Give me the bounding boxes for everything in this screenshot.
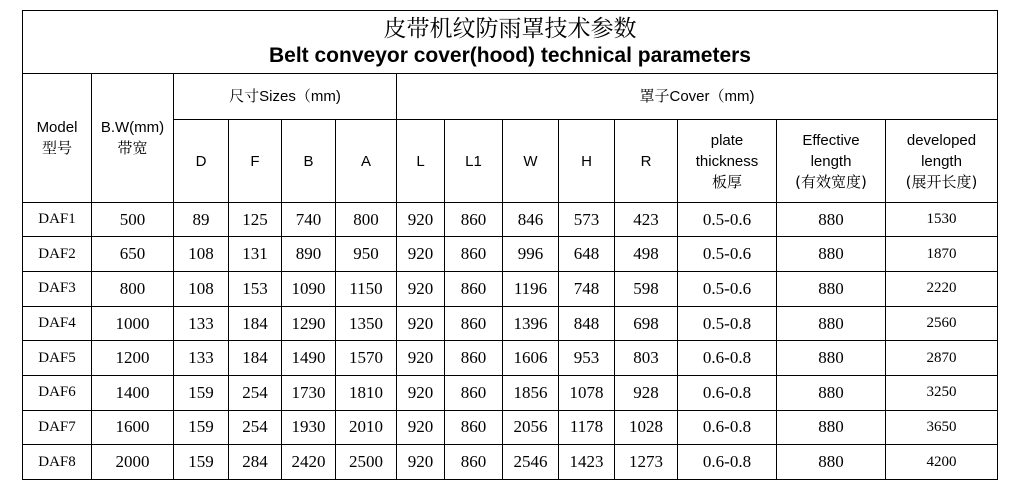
cell-f: 254	[229, 410, 282, 445]
cell-a: 950	[336, 237, 397, 272]
header-a: A	[336, 120, 397, 202]
cell-l1: 860	[445, 306, 503, 341]
cell-d: 159	[174, 376, 229, 411]
cell-b: 1930	[282, 410, 336, 445]
cell-plate-thickness: 0.6-0.8	[678, 341, 777, 376]
cell-model: DAF7	[23, 410, 92, 445]
table-body	[23, 202, 998, 479]
cell-b: 890	[282, 237, 336, 272]
header-l: L	[397, 120, 445, 202]
cell-b: 1290	[282, 306, 336, 341]
cell-r: 928	[615, 376, 678, 411]
cell-r: 803	[615, 341, 678, 376]
cell-w: 1606	[503, 341, 559, 376]
cell-d: 108	[174, 237, 229, 272]
cell-d: 108	[174, 272, 229, 307]
table-row	[23, 410, 998, 445]
cell-developed-length: 3250	[886, 376, 998, 411]
cell-h: 953	[559, 341, 615, 376]
header-w: W	[503, 120, 559, 202]
header-cover-group: 罩子Cover（mm)	[397, 74, 998, 120]
header-h: H	[559, 120, 615, 202]
table-title	[23, 11, 998, 74]
cell-h: 573	[559, 202, 615, 237]
cell-d: 89	[174, 202, 229, 237]
cell-a: 800	[336, 202, 397, 237]
cell-belt-width: 1000	[92, 306, 174, 341]
cell-w: 846	[503, 202, 559, 237]
cell-belt-width: 800	[92, 272, 174, 307]
cell-plate-thickness: 0.6-0.8	[678, 410, 777, 445]
header-b: B	[282, 120, 336, 202]
cell-h: 1178	[559, 410, 615, 445]
cell-r: 498	[615, 237, 678, 272]
cell-developed-length: 2220	[886, 272, 998, 307]
cell-model: DAF4	[23, 306, 92, 341]
title-chinese: 皮带机纹防雨罩技术参数	[383, 16, 637, 43]
cell-developed-length: 2560	[886, 306, 998, 341]
cell-a: 2500	[336, 445, 397, 480]
cell-model: DAF2	[23, 237, 92, 272]
cell-plate-thickness: 0.6-0.8	[678, 376, 777, 411]
cell-f: 153	[229, 272, 282, 307]
cell-l1: 860	[445, 272, 503, 307]
cell-d: 159	[174, 410, 229, 445]
cell-model: DAF8	[23, 445, 92, 480]
cell-r: 698	[615, 306, 678, 341]
cell-belt-width: 1600	[92, 410, 174, 445]
cell-effective-length: 880	[777, 376, 886, 411]
cell-l1: 860	[445, 376, 503, 411]
cell-f: 184	[229, 341, 282, 376]
cell-effective-length: 880	[777, 272, 886, 307]
cell-belt-width: 1200	[92, 341, 174, 376]
cell-developed-length: 2870	[886, 341, 998, 376]
cell-l: 920	[397, 341, 445, 376]
cell-f: 254	[229, 376, 282, 411]
cell-w: 1396	[503, 306, 559, 341]
cell-l: 920	[397, 306, 445, 341]
cell-h: 648	[559, 237, 615, 272]
cell-model: DAF1	[23, 202, 92, 237]
cell-d: 133	[174, 306, 229, 341]
cell-r: 1273	[615, 445, 678, 480]
cell-f: 284	[229, 445, 282, 480]
table-row	[23, 376, 998, 411]
cell-a: 1150	[336, 272, 397, 307]
cell-model: DAF3	[23, 272, 92, 307]
cell-f: 184	[229, 306, 282, 341]
cell-developed-length: 1530	[886, 202, 998, 237]
header-belt-width: B.W(mm) 带宽	[92, 74, 174, 203]
cell-l: 920	[397, 376, 445, 411]
cell-model: DAF5	[23, 341, 92, 376]
cell-l1: 860	[445, 237, 503, 272]
cell-belt-width: 500	[92, 202, 174, 237]
cell-l: 920	[397, 410, 445, 445]
table-row	[23, 341, 998, 376]
table-row	[23, 202, 998, 237]
cell-b: 1490	[282, 341, 336, 376]
cell-effective-length: 880	[777, 306, 886, 341]
cell-l1: 860	[445, 445, 503, 480]
cell-h: 1078	[559, 376, 615, 411]
cell-l1: 860	[445, 341, 503, 376]
cell-effective-length: 880	[777, 410, 886, 445]
cell-h: 748	[559, 272, 615, 307]
table-row	[23, 237, 998, 272]
cell-h: 848	[559, 306, 615, 341]
cell-l1: 860	[445, 410, 503, 445]
cell-r: 1028	[615, 410, 678, 445]
cell-l: 920	[397, 202, 445, 237]
cell-plate-thickness: 0.5-0.6	[678, 237, 777, 272]
cell-a: 1350	[336, 306, 397, 341]
table-row	[23, 272, 998, 307]
cell-r: 598	[615, 272, 678, 307]
cell-l: 920	[397, 445, 445, 480]
header-plate-thickness: plate thickness 板厚	[678, 120, 777, 202]
table-row	[23, 306, 998, 341]
header-effective-length: Effective length (有效宽度)	[777, 120, 886, 202]
cell-plate-thickness: 0.5-0.6	[678, 202, 777, 237]
cell-h: 1423	[559, 445, 615, 480]
cell-plate-thickness: 0.6-0.8	[678, 445, 777, 480]
cell-belt-width: 1400	[92, 376, 174, 411]
cell-w: 1196	[503, 272, 559, 307]
cell-effective-length: 880	[777, 237, 886, 272]
cell-w: 2546	[503, 445, 559, 480]
cell-r: 423	[615, 202, 678, 237]
cell-belt-width: 650	[92, 237, 174, 272]
cell-developed-length: 1870	[886, 237, 998, 272]
cell-b: 1090	[282, 272, 336, 307]
cell-a: 1810	[336, 376, 397, 411]
cell-plate-thickness: 0.5-0.8	[678, 306, 777, 341]
cell-effective-length: 880	[777, 202, 886, 237]
header-f: F	[229, 120, 282, 202]
cell-w: 996	[503, 237, 559, 272]
cell-l: 920	[397, 272, 445, 307]
cell-effective-length: 880	[777, 341, 886, 376]
cell-developed-length: 3650	[886, 410, 998, 445]
cell-b: 740	[282, 202, 336, 237]
header-sizes-group: 尺寸Sizes（mm)	[174, 74, 397, 120]
cell-b: 2420	[282, 445, 336, 480]
table-row	[23, 445, 998, 480]
cell-b: 1730	[282, 376, 336, 411]
cell-a: 1570	[336, 341, 397, 376]
cell-w: 1856	[503, 376, 559, 411]
cell-plate-thickness: 0.5-0.6	[678, 272, 777, 307]
cell-l: 920	[397, 237, 445, 272]
header-l1: L1	[445, 120, 503, 202]
cell-f: 125	[229, 202, 282, 237]
cell-d: 133	[174, 341, 229, 376]
header-r: R	[615, 120, 678, 202]
cell-belt-width: 2000	[92, 445, 174, 480]
cell-effective-length: 880	[777, 445, 886, 480]
header-model: Model 型号	[23, 74, 92, 203]
cell-f: 131	[229, 237, 282, 272]
cell-model: DAF6	[23, 376, 92, 411]
spec-table	[22, 10, 998, 480]
cell-a: 2010	[336, 410, 397, 445]
header-developed-length: developed length (展开长度)	[886, 120, 998, 202]
header-d: D	[174, 120, 229, 202]
cell-developed-length: 4200	[886, 445, 998, 480]
cell-w: 2056	[503, 410, 559, 445]
title-english: Belt conveyor cover(hood) technical parameters	[269, 44, 751, 68]
cell-d: 159	[174, 445, 229, 480]
cell-l1: 860	[445, 202, 503, 237]
